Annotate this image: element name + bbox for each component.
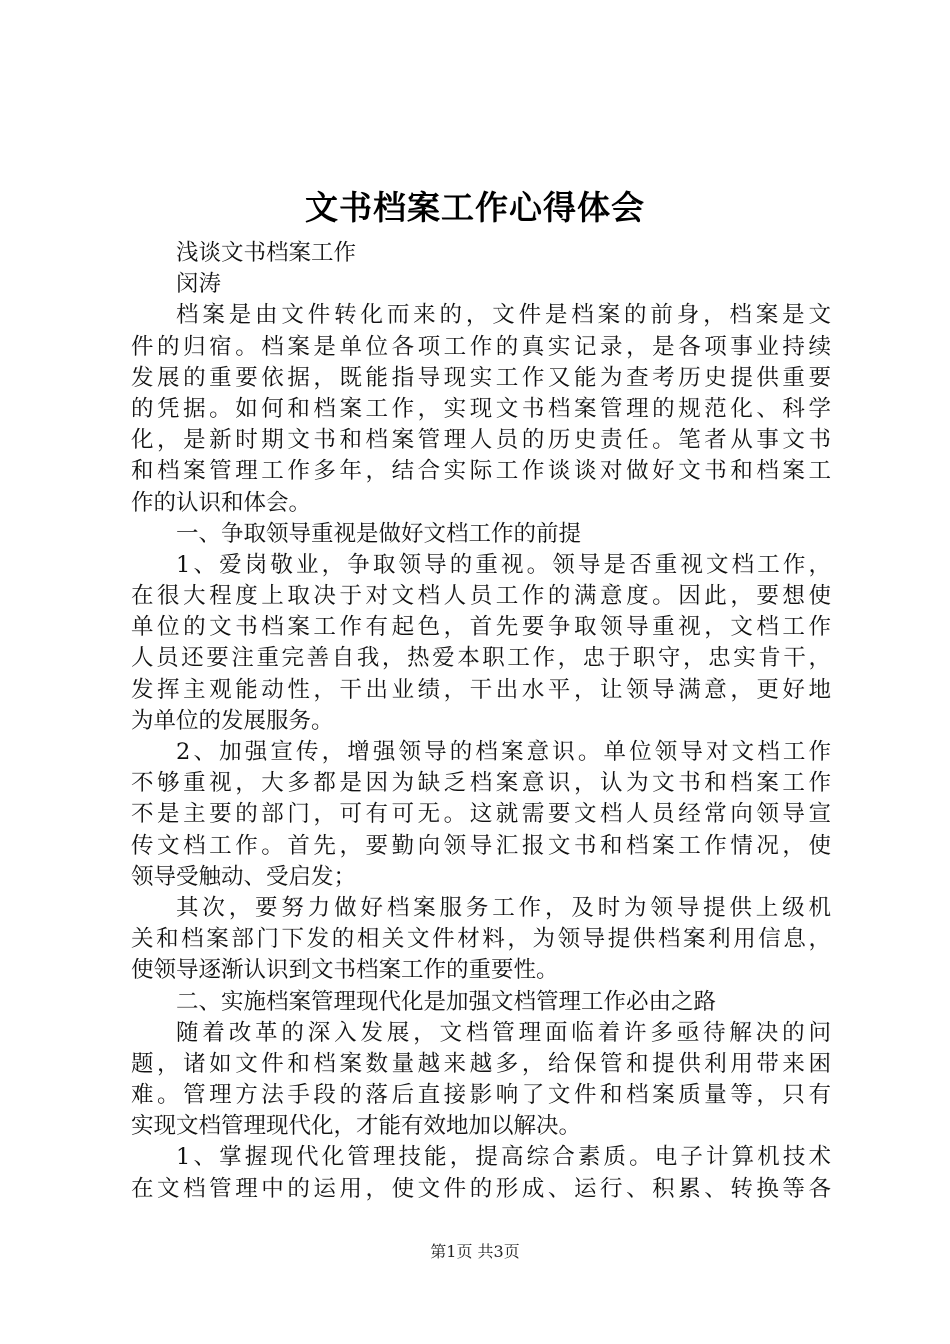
page-footer: 第1页 共3页 bbox=[430, 1242, 520, 1261]
text-line: 2、加强宣传，增强领导的档案意识。单位领导对文档工作 bbox=[176, 739, 831, 765]
text-line: 随着改革的深入发展，文档管理面临着许多亟待解决的问 bbox=[176, 1019, 831, 1046]
text-line: 题，诸如文件和档案数量越来越多，给保管和提供利用带来困 bbox=[131, 1050, 831, 1077]
text-line: 浅谈文书档案工作 bbox=[176, 240, 357, 266]
text-line: 在很大程度上取决于对文档人员工作的满意度。因此，要想使 bbox=[131, 583, 831, 610]
text-line: 人员还要注重完善自我，热爱本职工作，忠于职守，忠实肯干， bbox=[131, 645, 831, 672]
document-body bbox=[131, 238, 831, 1205]
text-line: 使领导逐渐认识到文书档案工作的重要性。 bbox=[131, 957, 559, 984]
text-line: 一、争取领导重视是做好文档工作的前提 bbox=[176, 520, 582, 547]
text-line: 不是主要的部门，可有可无。这就需要文档人员经常向领导宣 bbox=[131, 801, 831, 828]
text-line: 件的归宿。档案是单位各项工作的真实记录，是各项事业持续 bbox=[131, 333, 831, 360]
text-line: 单位的文书档案工作有起色，首先要争取领导重视，文档工作 bbox=[131, 614, 831, 641]
text-line: 闵涛 bbox=[176, 271, 222, 298]
text-line: 化，是新时期文书和档案管理人员的历史责任。笔者从事文书 bbox=[131, 427, 831, 454]
text-line: 为单位的发展服务。 bbox=[131, 707, 334, 734]
text-line: 作的认识和体会。 bbox=[131, 489, 312, 516]
text-line: 难。管理方法手段的落后直接影响了文件和档案质量等，只有 bbox=[131, 1082, 831, 1109]
text-line: 1、爱岗敬业，争取领导的重视。领导是否重视文档工作， bbox=[176, 551, 831, 578]
text-line: 在文档管理中的运用，使文件的形成、运行、积累、转换等各 bbox=[131, 1175, 831, 1202]
text-line: 传文档工作。首先，要勤向领导汇报文书和档案工作情况，使 bbox=[131, 832, 831, 859]
text-line: 关和档案部门下发的相关文件材料，为领导提供档案利用信息， bbox=[131, 926, 831, 953]
text-line: 发展的重要依据，既能指导现实工作又能为查考历史提供重要 bbox=[131, 364, 831, 391]
text-line: 实现文档管理现代化，才能有效地加以解决。 bbox=[131, 1113, 582, 1140]
text-line: 发挥主观能动性，干出业绩，干出水平，让领导满意，更好地 bbox=[131, 676, 831, 703]
text-line: 领导受触动、受启发； bbox=[131, 863, 357, 890]
text-line: 档案是由文件转化而来的，文件是档案的前身，档案是文 bbox=[176, 302, 831, 329]
text-line: 二、实施档案管理现代化是加强文档管理工作必由之路 bbox=[176, 988, 717, 1015]
text-line: 的凭据。如何和档案工作，实现文书档案管理的规范化、科学 bbox=[131, 395, 831, 422]
text-line: 其次，要努力做好档案服务工作，及时为领导提供上级机 bbox=[176, 894, 831, 921]
text-line: 和档案管理工作多年，结合实际工作谈谈对做好文书和档案工 bbox=[131, 458, 831, 485]
document-title: 文书档案工作心得体会 bbox=[305, 188, 645, 227]
text-line: 不够重视，大多都是因为缺乏档案意识，认为文书和档案工作 bbox=[131, 770, 831, 797]
text-line: 1、掌握现代化管理技能，提高综合素质。电子计算机技术 bbox=[176, 1144, 831, 1171]
